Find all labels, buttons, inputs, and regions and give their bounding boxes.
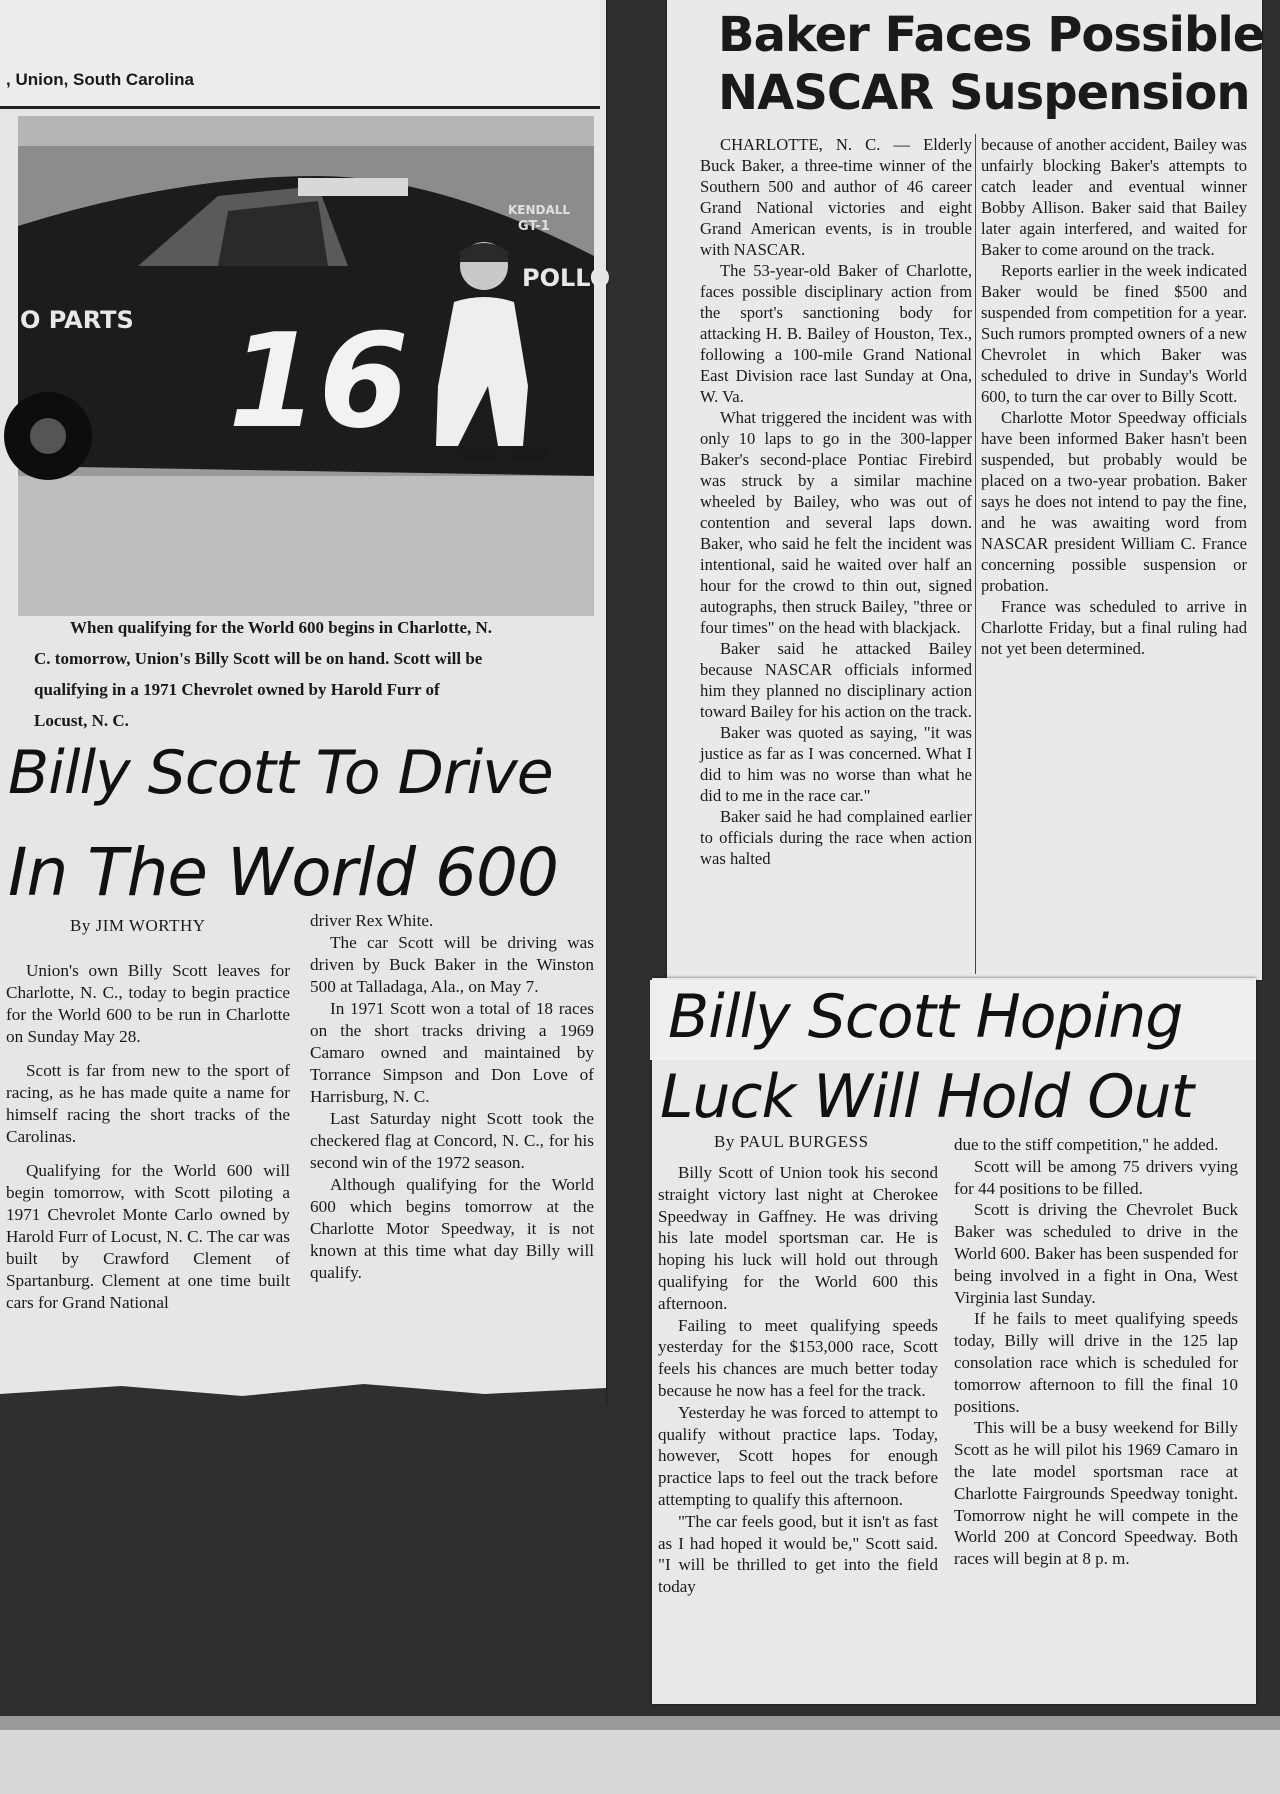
article-paragraph: France was scheduled to arrive in Charlotte Friday, but a final ruling had not yet been determined. — [981, 597, 1247, 658]
article-column — [6, 960, 290, 1314]
article-paragraph: Last Saturday night Scott took the checkered flag at Concord, N. C., for his second win of the 1972 season. — [310, 1109, 594, 1172]
article-column — [954, 1134, 1238, 1570]
article-paragraph: If he fails to meet qualifying speeds today, Billy will drive in the 125 lap consolation race which is scheduled for tomorrow afternoon to fill the final 10 positions. — [954, 1309, 1238, 1416]
article-paragraph: Scott is driving the Chevrolet Buck Baker was scheduled to drive in the World 600. Baker has been suspended for being involved in a fight in Ona, West Virginia last Sunday. — [954, 1200, 1238, 1307]
byline-paul-burgess: By PAUL BURGESS — [714, 1132, 869, 1151]
article-paragraph: Although qualifying for the World 600 which begins tomorrow at the Charlotte Motor Speedway, it is not known at this time what day Billy will qualify. — [310, 1175, 594, 1282]
headline-line: NASCAR Suspension — [718, 65, 1250, 121]
article-column — [981, 134, 1247, 659]
article-paragraph: The car Scott will be driving was driven by Buck Baker in the Winston 500 at Talladaga, Ala., on May 7. — [310, 933, 594, 996]
headline-billy-scott-hoping: Billy Scott Hoping — [668, 982, 1183, 1052]
article-paragraph: driver Rex White. — [310, 911, 434, 930]
headline-baker-faces-suspension — [718, 6, 1264, 122]
article-column — [658, 1162, 938, 1598]
article-paragraph: CHARLOTTE, N. C. — Elderly Buck Baker, a three-time winner of the Southern 500 and author of 46 career Grand National victories and eight Grand American events, is in trouble with NASCAR. — [700, 135, 972, 259]
car-gt1-text: GT-1 — [518, 219, 550, 234]
article-paragraph: because of another accident, Bailey was unfairly blocking Baker's attempts to catch leader and eventual winner Bobby Allison. Baker said that Bailey later again interfered, and waited for Baker to come around on the track. — [981, 135, 1247, 259]
article-paragraph: Qualifying for the World 600 will begin tomorrow, with Scott piloting a 1971 Chevrolet Monte Carlo owned by Harold Furr of Locust, N. C. The car was built by Crawford Clement of Spartanburg. Clement at one time built cars for Grand National — [6, 1161, 290, 1312]
newspaper-masthead — [0, 0, 600, 109]
headline-billy-scott-to-drive: Billy Scott To Drive — [8, 738, 553, 808]
article-paragraph: The 53-year-old Baker of Charlotte, faces possible disciplinary action from the sport's sanctioning body for attacking H. B. Bailey of Houston, Tex., following a 100-mile Grand National East Division race last Sunday at Ona, W. Va. — [700, 261, 972, 406]
car-kendall-text: KENDALL — [508, 203, 571, 217]
headline-luck-will-hold-out: Luck Will Hold Out — [660, 1062, 1194, 1132]
column-divider — [975, 134, 976, 974]
article-paragraph: Charlotte Motor Speedway officials have been informed Baker hasn't been suspended, but probably would be placed on a two-year probation. Baker says he does not intend to pay the fine, and he was awaiting word from NASCAR president William C. France concerning possible suspension or probation. — [981, 408, 1247, 595]
article-paragraph: Scott is far from new to the sport of racing, as he has made quite a name for himself racing the short tracks of the Carolinas. — [6, 1061, 290, 1146]
headline-in-the-world-600: In The World 600 — [8, 834, 558, 911]
headline-line: Baker Faces Possible — [718, 7, 1265, 63]
article-paragraph: Baker said he had complained earlier to officials during the race when action was halted — [700, 807, 972, 868]
article-paragraph: What triggered the incident was with only 10 laps to go in the 300-lapper Baker's second-place Pontiac Firebird was struck by a similar machine wheeled by Bailey, who was out of contention and several laps down. Baker, who said he felt the incident was intentional, said he waited over half an hour for the crowd to thin out, signed autographs, then struck Bailey, "three or four times" on the head with blackjack. — [700, 408, 972, 637]
article-paragraph: Baker said he attacked Bailey because NASCAR officials informed him they planned no disciplinary action toward Bailey for his action on the track. — [700, 639, 972, 721]
article-paragraph: In 1971 Scott won a total of 18 races on the short tracks driving a 1969 Camaro owned and maintained by Torrance Simpson and Don Love of Harrisburg, N. C. — [310, 999, 594, 1106]
caption-line: When qualifying for the World 600 begins in Charlotte, N. — [70, 618, 493, 637]
article-paragraph: Failing to meet qualifying speeds yesterday for the $153,000 race, Scott feels his chances are much better today because he now has a feel for the track. — [658, 1315, 938, 1400]
caption-line: C. tomorrow, Union's Billy Scott will be on hand. Scott will be — [34, 649, 483, 668]
background-strip — [0, 1730, 1280, 1794]
caption-line: qualifying in a 1971 Chevrolet owned by Harold Furr of — [34, 680, 440, 699]
article-paragraph: This will be a busy weekend for Billy Scott as he will pilot his 1969 Camaro in the late model sportsman race at Charlotte Fairgrounds Speedway tonight. Tomorrow night he will compete in the World 200 at Concord Speedway. Both races will begin at 8 p. m. — [954, 1418, 1238, 1569]
photo-caption — [34, 612, 574, 736]
car-apollo-text: POLLO — [522, 264, 611, 292]
article-paragraph: Scott will be among 75 drivers vying for 44 positions to be filled. — [954, 1156, 1238, 1198]
caption-line: Locust, N. C. — [34, 711, 129, 730]
article-paragraph: "The car feels good, but it isn't as fast as I had hoped it would be," Scott said. "I will be thrilled to get into the field today — [658, 1511, 938, 1597]
car-number: 16 — [228, 305, 409, 457]
article-column — [310, 910, 594, 1284]
article-column — [700, 134, 972, 869]
background-edge — [0, 1716, 1280, 1730]
article-paragraph: due to the stiff competition," he added. — [954, 1135, 1219, 1154]
article-paragraph: Union's own Billy Scott leaves for Charlotte, N. C., today to begin practice for the World 600 to be run in Charlotte on Sunday May 28. — [6, 961, 290, 1046]
article-paragraph: Yesterday he was forced to attempt to qualify without practice laps. Today, however, Scott hopes for enough practice laps to feel out the track before attempting to qualify this afternoon. — [658, 1402, 938, 1509]
byline-jim-worthy: By JIM WORTHY — [70, 916, 206, 935]
masthead-place: , Union, South Carolina — [6, 70, 194, 89]
article-paragraph: Reports earlier in the week indicated Baker would be fined $500 and suspended from competition for a year. Such rumors prompted owners of a new Chevrolet in which Baker was scheduled to drive in Sunday's World 600, to turn the car over to Billy Scott. — [981, 261, 1247, 406]
article-paragraph: Baker was quoted as saying, "it was justice as far as I was concerned. What I did to him was no worse than what he did to me in the race car." — [700, 723, 972, 805]
race-car-photo — [18, 116, 611, 616]
car-parts-text: O PARTS — [20, 306, 134, 334]
article-paragraph: Billy Scott of Union took his second straight victory last night at Cherokee Speedway in Gaffney. He was driving his late model sportsman car. He is hoping his luck will hold out through qualifying for the World 600 this afternoon. — [658, 1163, 938, 1313]
